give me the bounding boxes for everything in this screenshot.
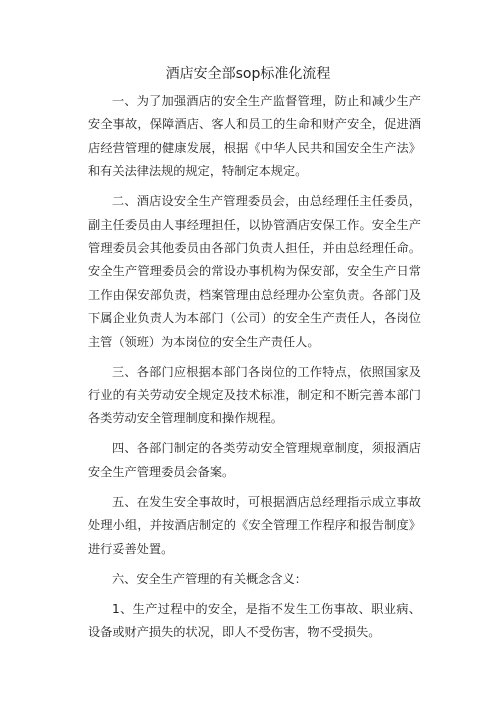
- paragraph-concepts-heading: 六、安全生产管理的有关概念含义：: [112, 571, 307, 586]
- document-title: 酒店安全部sop标准化流程: [165, 66, 331, 82]
- paragraph-filing: 四、各部门制定的各类劳动安全管理规章制度，须报酒店安全生产管理委员会备案。: [88, 441, 421, 479]
- paragraph-committee: 二、酒店设安全生产管理委员会，由总经理任主任委员，副主任委员由人事经理担任，以协管酒店安保工作。安全生产管理委员会其他委员由各部门负责人担任，并由总经理任命。安全生产管理委员会的常设办事机构为保安部，安全生产日常工作由保安部负责，档案管理由总经理办公室负责。各部门及下属企业负责人为本部门（公司）的安全生产责任人，各岗位主管（领班）为本岗位的安全生产责任人。: [88, 194, 421, 349]
- paragraph-concept-1: 1、生产过程中的安全，是指不发生工伤事故、职业病、设备或财产损失的状况，即人不受伤害，物不受损失。: [88, 601, 421, 640]
- paragraph-purpose: 一、为了加强酒店的安全生产监督管理，防止和减少生产安全事故，保障酒店、客人和员工的生命和财产安全，促进酒店经营管理的健康发展，根据《中华人民共和国安全生产法》和有关法律法规的规定，特制定本规定。: [88, 94, 421, 179]
- paragraph-department-rules: 三、各部门应根据本部门各岗位的工作特点，依照国家及行业的有关劳动安全规定及技术标准，制定和不断完善本部门各类劳动安全管理制度和操作规程。: [88, 364, 421, 426]
- document-body: [88, 90, 421, 651]
- paragraph-accident-handling: 五、在发生安全事故时，可根据酒店总经理指示成立事故处理小组，并按酒店制定的《安全管理工作程序和报告制度》进行妥善处置。: [88, 494, 421, 556]
